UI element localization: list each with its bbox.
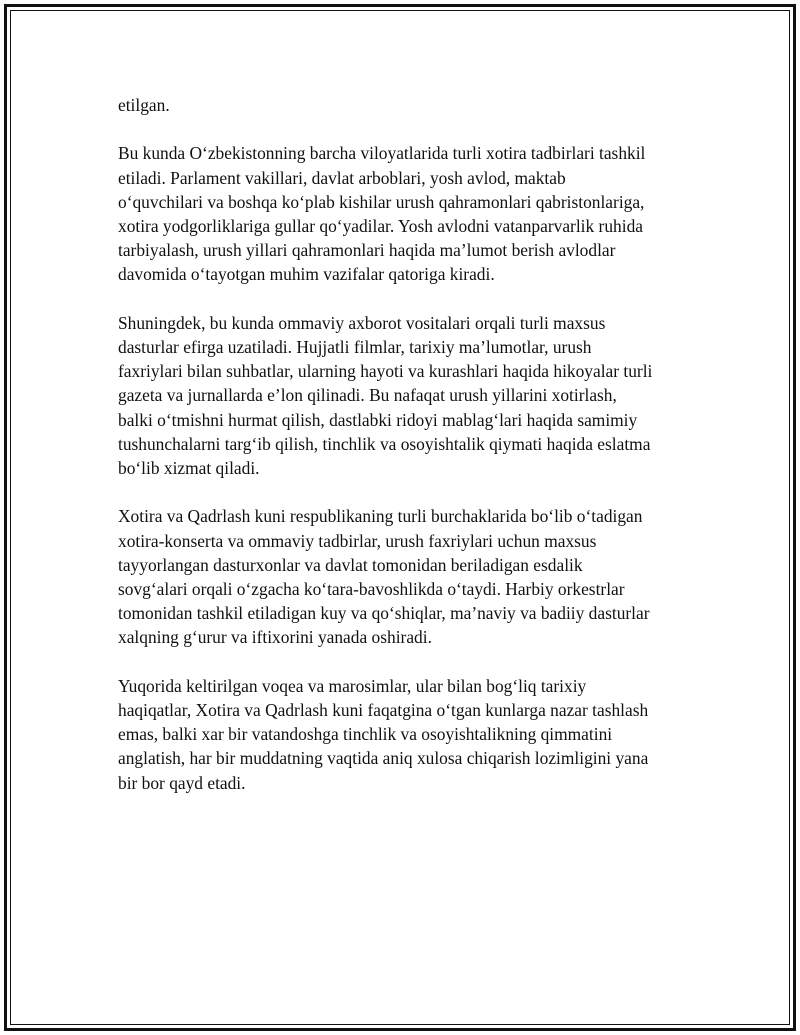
- paragraph-2: Bu kunda O‘zbekistonning barcha viloyatlarida turli xotira tadbirlari tashkil etiladi. Parlament vakillari, davlat arboblari, yosh avlod, maktab o‘quvchilari va boshqa ko‘plab kishilar urush qahramonlari qabristonlariga, xotira yodgorliklariga gullar qo‘yadilar. Yosh avlodni vatanparvarlik ruhida tarbiyalash, urush yillari qahramonlari haqida ma’lumot berish avlodlar davomida o‘tayotgan muhim vazifalar qatoriga kiradi.: [118, 143, 646, 285]
- paragraph-3: Shuningdek, bu kunda ommaviy axborot vositalari orqali turli maxsus dasturlar efirga uzatiladi. Hujjatli filmlar, tarixiy ma’lumotlar, urush faxriylari bilan suhbatlar, ularning hayoti va kurashlari haqida hikoyalar turli gazeta va jurnallarda e’lon qilinadi. Bu nafaqat urush yillarini xotirlash, balki o‘tmishni hurmat qilish, dastlabki ridoyi mablag‘lari haqida samimiy tushunchalarni targ‘ib qilish, tinchlik va osoyishtalik qiymati haqida eslatma bo‘lib xizmat qiladi.: [118, 312, 653, 479]
- paragraph-5: Yuqorida keltirilgan voqea va marosimlar, ular bilan bog‘liq tarixiy haqiqatlar, Xotira va Qadrlash kuni faqatgina o‘tgan kunlarga nazar tashlash emas, balki xar bir vatandoshga tinchlik va osoyishtalikning qimmatini anglatish, har bir muddatning vaqtida aniq xulosa chiqarish lozimligini yana bir bor qayd etadi.: [118, 675, 649, 793]
- paragraph-1: etilgan.: [118, 95, 170, 115]
- paragraph-4: Xotira va Qadrlash kuni respublikaning turli burchaklarida bo‘lib o‘tadigan xotira-konserta va ommaviy tadbirlar, urush faxriylari uchun maxsus tayyorlangan dasturxonlar va davlat tomonidan beriladigan esdalik sovg‘alari orqali o‘zgacha ko‘tara-bavoshlikda o‘taydi. Harbiy orkestrlar tomonidan tashkil etiladigan kuy va qo‘shiqlar, ma’naviy va badiiy dasturlar xalqning g‘urur va iftixorini yanada oshiradi.: [118, 506, 650, 648]
- document-body: [118, 93, 688, 819]
